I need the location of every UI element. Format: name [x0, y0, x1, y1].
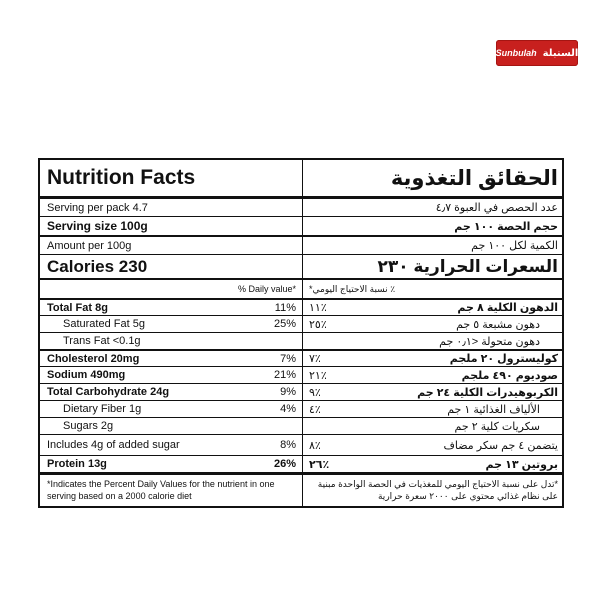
nutrient-label: Total Fat 8g [47, 301, 108, 314]
nutrient-dv: 8% [280, 439, 296, 451]
nutrition-facts-arabic [303, 160, 564, 506]
nutrient-row [303, 455, 564, 472]
nutrient-label: سكريات كلية ٢ جم [454, 420, 540, 433]
nutrition-panel [38, 158, 564, 508]
nutrient-dv: ٪٨ [309, 439, 321, 452]
footnote-ar: *تدل على نسبة الاحتياج اليومي للمغذيات في الحصة الواحدة مبنية على نظام غذائي محتوي على ٢٠٠٠ سعرة حرارية [317, 479, 558, 501]
nutrient-row [40, 366, 302, 383]
nutrient-label: Trans Fat <0.1g [63, 335, 141, 347]
nutrient-label: Includes 4g of added sugar [47, 439, 180, 451]
amount-per-ar: الكمية لكل ١٠٠ جم [471, 240, 558, 252]
nutrition-facts-english [40, 160, 303, 506]
nutrient-dv: 11% [274, 301, 296, 314]
nutrient-row [303, 366, 564, 383]
nutrient-dv: 25% [273, 318, 296, 330]
daily-value-header-en: % Daily value* [237, 284, 296, 294]
nutrient-dv: ٪٢٦ [309, 458, 330, 471]
nutrient-row [40, 383, 302, 400]
nutrient-row [40, 349, 302, 366]
servings-per-pack-en: Serving per pack 4.7 [47, 201, 148, 214]
nutrient-row [303, 315, 564, 332]
nutrient-row [303, 332, 564, 349]
servings-per-pack-ar: عدد الحصص في العبوة ٤٫٧ [435, 202, 558, 214]
nutrient-row [303, 383, 564, 400]
nutrient-row [303, 400, 564, 417]
nutrient-dv: 9% [280, 386, 296, 398]
brand-logo [496, 40, 578, 66]
nutrient-label: الألياف الغذائية ١ جم [447, 403, 540, 416]
panel-title-ar: الحقائق التغذوية [390, 166, 558, 190]
calories-ar: السعرات الحرارية ٢٣٠ [377, 256, 558, 276]
nutrient-label: يتضمن ٤ جم سكر مضاف [443, 439, 558, 452]
nutrient-label: الدهون الكلية ٨ جم [457, 302, 558, 314]
nutrient-row [40, 434, 302, 455]
nutrient-row [303, 417, 564, 434]
nutrient-dv: 7% [280, 352, 296, 365]
nutrient-label: صوديوم ٤٩٠ ملجم [461, 369, 558, 382]
nutrient-label: Sodium 490mg [47, 369, 126, 381]
nutrient-row [40, 298, 302, 315]
nutrient-label: Sugars 2g [63, 420, 114, 432]
nutrient-label: Cholesterol 20mg [47, 352, 140, 365]
nutrient-row [40, 332, 302, 349]
nutrient-label: Total Carbohydrate 24g [47, 386, 170, 398]
nutrient-dv: 26% [273, 458, 296, 470]
daily-value-header-ar: ٪ نسبة الاحتياج اليومي* [309, 283, 396, 294]
nutrient-row [40, 400, 302, 417]
nutrient-row [303, 434, 564, 455]
amount-per-en: Amount per 100g [47, 239, 132, 252]
nutrient-label: Dietary Fiber 1g [63, 403, 142, 415]
nutrient-row [40, 315, 302, 332]
nutrient-label: دهون مشبعة ٥ جم [456, 318, 540, 331]
nutrient-label: بروتين ١٣ جم [485, 458, 558, 471]
panel-title-en: Nutrition Facts [47, 166, 196, 189]
nutrient-label: Protein 13g [47, 458, 107, 470]
nutrient-dv: ٪٤ [309, 403, 321, 416]
nutrient-row [303, 349, 564, 366]
nutrient-row [40, 417, 302, 434]
nutrient-dv: 21% [273, 369, 296, 381]
nutrient-label: Saturated Fat 5g [63, 318, 145, 330]
brand-logo-ar: السنبلة [542, 47, 579, 59]
nutrient-label: دهون متحولة ‎<٠٫١ جم [439, 335, 540, 348]
serving-size-ar: حجم الحصة ١٠٠ جم [454, 220, 558, 233]
nutrient-dv: 4% [280, 403, 296, 415]
nutrient-dv: ٪٧ [309, 353, 321, 365]
footnote-en: *Indicates the Percent Daily Values for the nutrient in one serving based on a 2000 calorie diet [47, 479, 275, 501]
nutrient-label: الكربوهيدرات الكلية ٢٤ جم [417, 386, 558, 399]
nutrient-dv: ٪٢١ [309, 369, 327, 382]
brand-logo-en: Sunbulah [495, 48, 537, 58]
nutrient-row [303, 298, 564, 315]
nutrient-dv: ٪١١ [309, 302, 327, 314]
nutrient-dv: ٪٢٥ [309, 318, 327, 331]
nutrient-label: كوليسترول ٢٠ ملجم [449, 353, 558, 365]
calories-en: Calories 230 [47, 256, 148, 276]
nutrient-row [40, 455, 302, 472]
nutrient-dv: ٪٩ [309, 386, 321, 399]
serving-size-en: Serving size 100g [47, 219, 148, 233]
